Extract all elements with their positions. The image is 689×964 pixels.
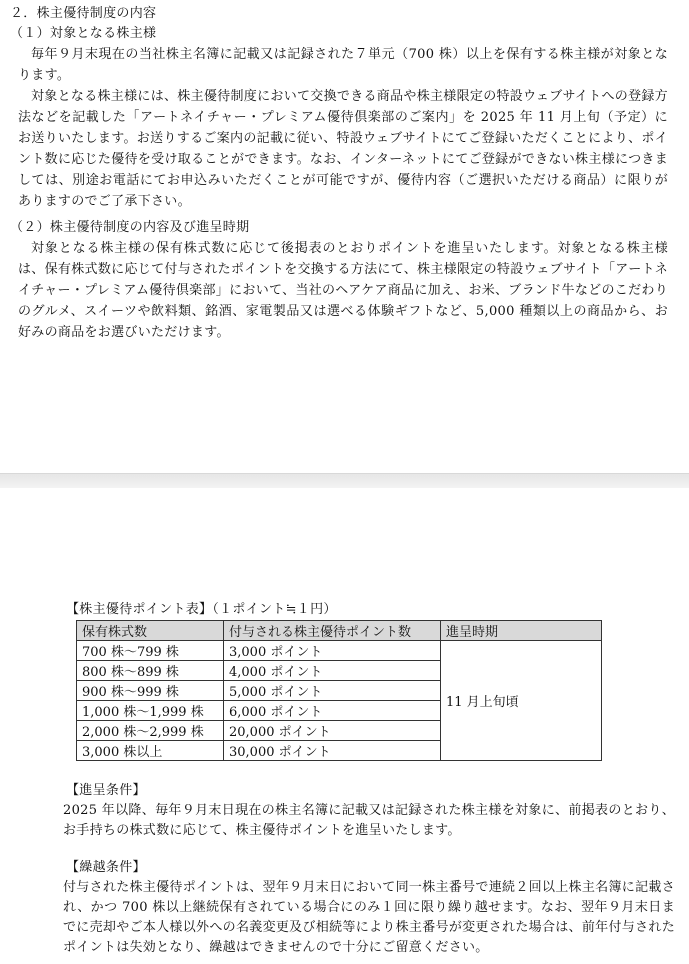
document-page-1: [0, 0, 689, 473]
cell-shares: 800 株～899 株: [77, 661, 224, 681]
cell-shares: 900 株～999 株: [77, 681, 224, 701]
table-header-row: [77, 621, 602, 641]
header-shares: 保有株式数: [77, 621, 224, 641]
cell-shares: 2,000 株～2,999 株: [77, 721, 224, 741]
cell-points: 4,000 ポイント: [224, 661, 441, 681]
subsection-1-paragraph-1: 毎年９月末現在の当社株主名簿に記載又は記録された７単元（700 株）以上を保有する株主様が対象となります。: [18, 47, 668, 83]
section-title: ２．株主優待制度の内容: [10, 6, 157, 21]
cell-points: 30,000 ポイント: [224, 741, 441, 761]
cell-points: 5,000 ポイント: [224, 681, 441, 701]
carry-condition-heading: 【繰越条件】: [66, 860, 146, 875]
subsection-heading-2: （２）株主優待制度の内容及び進呈時期: [10, 220, 250, 235]
cell-points: 6,000 ポイント: [224, 701, 441, 721]
subsection-heading-1: （１）対象となる株主様: [10, 26, 157, 41]
grant-condition-text: 2025 年以降、毎年９月末日現在の株主名簿に記載又は記録された株主様を対象に、前掲表のとおり、お手持ちの株式数に応じて、株主優待ポイントを進呈いたします。: [63, 803, 675, 838]
header-points: 付与される株主優待ポイント数: [224, 621, 441, 641]
document-page-2: [0, 488, 689, 964]
cell-timing: 11 月上旬頃: [441, 641, 602, 761]
table-row: [77, 641, 602, 661]
cell-shares: 3,000 株以上: [77, 741, 224, 761]
page-separator: [0, 473, 689, 489]
subsection-1-paragraph-2: 対象となる株主様には、株主優待制度において交換できる商品や株主様限定の特設ウェブサイトへの登録方法などを記載した「アートネイチャー・プレミアム優待倶楽部のご案内」を 2025 年 11 月上旬（予定）にお送りいたします。お送りするご案内の記載に従い、特設ウェブサイトにてご登録いただくことにより、ポイント数に応じた優待を受け取ることができます。なお、インターネットにてご登録ができない株主様につきましては、別途お電話にてお申込みいただくことが可能ですが、優待内容（ご選択いただける商品）に限りがありますのでご了承下さい。: [18, 89, 668, 209]
header-timing: 進呈時期: [441, 621, 602, 641]
carry-condition-text: 付与された株主優待ポイントは、翌年９月末日において同一株主番号で連続２回以上株主名簿に記載され、かつ 700 株以上継続保有されている場合にのみ１回に限り繰り越せます。なお、翌年９月末日までに売却やご本人様以外への名義変更及び相続等により株主番号が変更された場合は、前年付与されたポイントは失効となり、繰越はできませんので十分にご留意ください。: [63, 880, 675, 955]
points-table: [76, 620, 602, 761]
table-caption: 【株主優待ポイント表】（１ポイント≒１円）: [66, 602, 337, 617]
grant-condition-heading: 【進呈条件】: [66, 783, 146, 798]
cell-points: 3,000 ポイント: [224, 641, 441, 661]
cell-points: 20,000 ポイント: [224, 721, 441, 741]
cell-shares: 700 株～799 株: [77, 641, 224, 661]
cell-shares: 1,000 株～1,999 株: [77, 701, 224, 721]
subsection-2-paragraph-1: 対象となる株主様の保有株式数に応じて後掲表のとおりポイントを進呈いたします。対象となる株主様は、保有株式数に応じて付与されたポイントを交換する方法にて、株主様限定の特設ウェブサイト「アートネイチャー・プレミアム優待倶楽部」において、当社のヘアケア商品に加え、お米、ブランド牛などのこだわりのグルメ、スイーツや飲料類、銘酒、家電製品又は選べる体験ギフトなど、5,000 種類以上の商品から、お好みの商品をお選びいただけます。: [18, 241, 668, 340]
